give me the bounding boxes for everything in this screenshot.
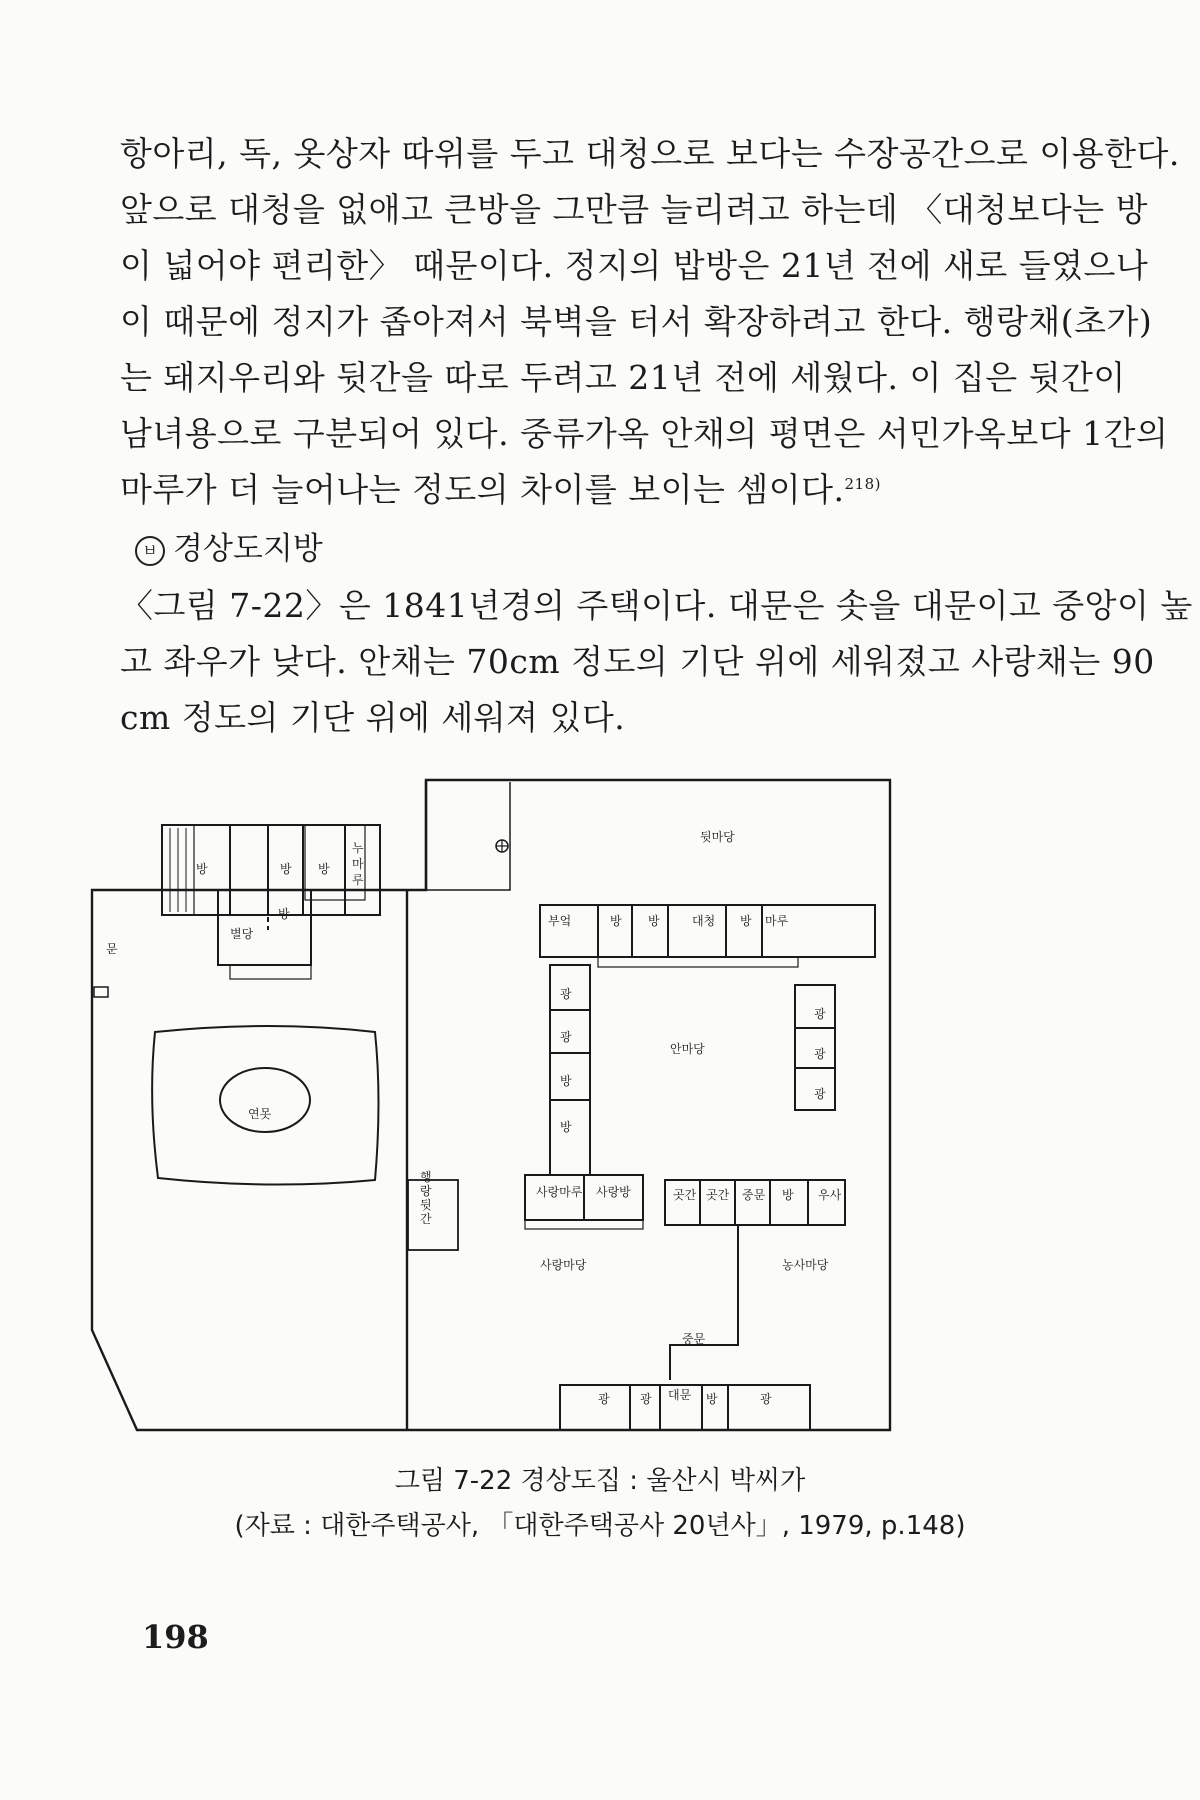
label-sarang-maru: 사랑마루 [536,1185,583,1199]
label-storage-7: 광 [640,1392,652,1406]
label-storage-6: 광 [598,1392,610,1406]
label-byeoldang-room-3: 방 [318,862,330,876]
label-byeoldang: 별당 [230,927,254,941]
label-middle-gate-1: 중문 [742,1188,766,1202]
label-storage-3: 광 [814,1007,826,1021]
label-granary-1: 곳간 [673,1188,697,1202]
label-granary-2: 곳간 [706,1188,730,1202]
label-farm-yard: 농사마당 [782,1258,829,1272]
label-backyard: 뒷마당 [700,830,735,844]
label-room-1: 방 [610,914,622,928]
paragraph-line-4: 이 때문에 정지가 좁아져서 북벽을 터서 확장하려고 한다. 행랑채(초가) [120,302,1153,341]
main-house [540,905,875,1175]
page-number: 198 [142,1618,209,1656]
label-nu-maru: 누마루 [352,841,364,887]
footnote-ref: 218) [844,475,881,493]
label-middle-gate-2: 중문 [682,1332,706,1346]
label-maru: 마루 [765,914,789,928]
section-paragraph-line-2: 고 좌우가 낮다. 안채는 70cm 정도의 기단 위에 세워졌고 사랑채는 90 [120,642,1155,681]
label-room-2: 방 [648,914,660,928]
byeoldang-building [94,825,380,997]
floor-plan-figure [90,770,1010,1440]
figure-caption-source: (자료 : 대한주택공사, 「대한주택공사 20년사」, 1979, p.148) [234,1511,966,1541]
label-room-7: 방 [706,1392,718,1406]
label-byeoldang-room-2: 방 [280,862,292,876]
label-room-4: 방 [560,1074,572,1088]
figure-caption-title: 그림 7-22 경상도집 : 울산시 박씨가 [394,1466,806,1496]
paragraph-line-3: 이 넓어야 편리한〉 때문이다. 정지의 밥방은 21년 전에 새로 들였으나 [120,246,1149,285]
label-sarang-room: 사랑방 [596,1185,631,1199]
section-paragraph-line-1: 〈그림 7-22〉은 1841년경의 주택이다. 대문은 솟을 대문이고 중앙이 높 [120,586,1193,625]
section-paragraph-line-3: cm 정도의 기단 위에 세워져 있다. [120,698,626,737]
label-main-gate: 대문 [668,1388,692,1402]
gate-building [560,1385,810,1430]
label-storage-2: 광 [560,1030,572,1044]
label-byeoldang-room-4: 방 [278,907,290,921]
label-byeoldang-room-1: 방 [196,862,208,876]
label-hall: 대청 [692,914,716,928]
site-boundary [92,780,890,1430]
pond [152,1026,378,1185]
sarang-building [408,1175,845,1380]
paragraph-line-7-text: 마루가 더 늘어나는 정도의 차이를 보이는 셈이다. [120,470,845,509]
label-pond: 연못 [248,1107,272,1121]
section-title: 경상도지방 [173,531,323,567]
label-room-6: 방 [782,1188,794,1202]
label-storage-5: 광 [814,1087,826,1101]
paragraph-line-1: 항아리, 독, 옷상자 따위를 두고 대청으로 보다는 수장공간으로 이용한다. [120,134,1180,173]
label-inner-yard: 안마당 [670,1042,705,1056]
section-heading [135,523,323,568]
label-gate: 문 [106,942,118,956]
paragraph-line-2: 앞으로 대청을 없애고 큰방을 그만큼 늘리려고 하는데 〈대청보다는 방 [120,190,1149,229]
paragraph-line-7 [120,464,1020,511]
paragraph-line-5: 는 돼지우리와 뒷간을 따로 두려고 21년 전에 세웠다. 이 집은 뒷간이 [120,358,1126,397]
label-room-3: 방 [740,914,752,928]
label-storage-8: 광 [760,1392,772,1406]
label-room-5: 방 [560,1120,572,1134]
label-storage-1: 광 [560,987,572,1001]
paragraph-line-6: 남녀용으로 구분되어 있다. 중류가옥 안채의 평면은 서민가옥보다 1간의 [120,414,1169,453]
label-cowshed: 우사 [818,1188,842,1202]
label-sarang-yard: 사랑마당 [540,1258,587,1272]
label-kitchen: 부엌 [548,914,572,928]
label-toilet: 행랑뒷간 [420,1170,432,1226]
label-storage-4: 광 [814,1047,826,1061]
section-marker: ㅂ [135,536,165,566]
